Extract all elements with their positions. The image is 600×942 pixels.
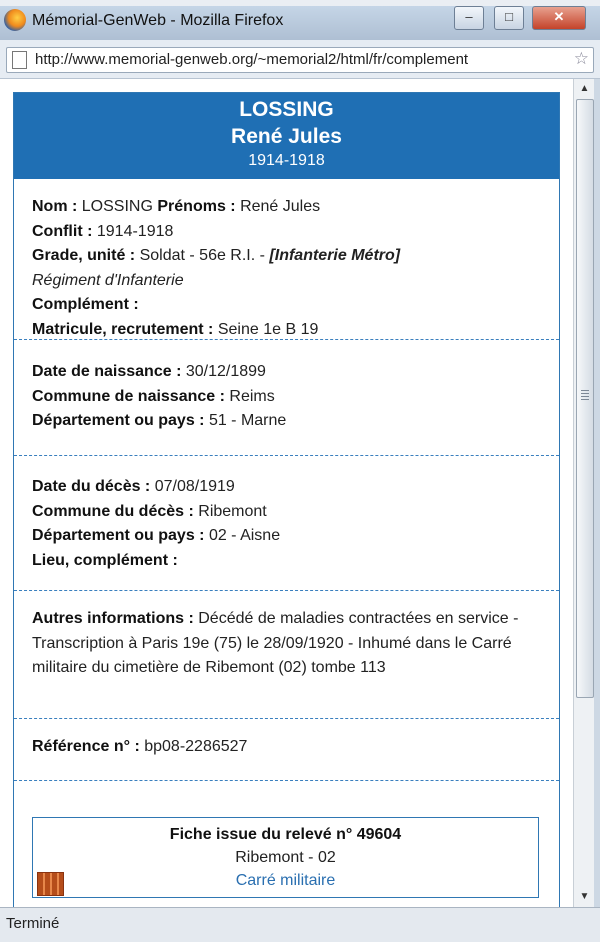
firefox-icon	[4, 9, 26, 31]
death-date-label: Date du décès :	[32, 478, 151, 495]
record-header	[14, 93, 559, 179]
record-card	[13, 92, 560, 907]
death-dept-value: 02 - Aisne	[208, 527, 281, 544]
matricule-label: Matricule, recrutement :	[32, 320, 214, 338]
death-lieu-label: Lieu, complément :	[32, 551, 178, 569]
maximize-button[interactable]: □	[494, 6, 524, 30]
conflit-value: 1914-1918	[96, 222, 174, 240]
death-commune-value: Ribemont	[198, 502, 267, 520]
death-commune-label: Commune du décès :	[32, 502, 194, 520]
bookmark-star-icon[interactable]: ☆	[573, 49, 589, 68]
scroll-down-icon[interactable]: ▼	[579, 891, 590, 902]
vertical-scrollbar[interactable]	[573, 79, 595, 907]
scroll-up-icon[interactable]: ▲	[579, 83, 590, 94]
minimize-button[interactable]: –	[454, 6, 484, 30]
window-frame-right	[594, 79, 600, 941]
window-title: Mémorial-GenWeb - Mozilla Firefox	[32, 12, 284, 29]
nom-label: Nom :	[32, 198, 78, 215]
header-conflit: 1914-1918	[248, 152, 325, 169]
grade-label: Grade, unité :	[32, 247, 136, 264]
fiche-place: Ribemont - 02	[235, 849, 336, 866]
death-section	[14, 456, 559, 591]
conflit-label: Conflit :	[32, 222, 93, 240]
grip-icon	[581, 390, 589, 400]
page-content	[0, 79, 573, 907]
address-field[interactable]	[6, 47, 594, 73]
url-bar	[0, 40, 600, 79]
status-bar	[0, 907, 600, 942]
complement-label: Complément :	[32, 296, 139, 313]
birth-commune-value: Reims	[229, 387, 275, 405]
reference-label: Référence n° :	[32, 738, 140, 755]
fiche-title: Fiche issue du relevé n° 49604	[169, 826, 402, 843]
birth-date-label: Date de naissance :	[32, 363, 182, 380]
grid-icon[interactable]	[37, 872, 64, 896]
grade-value: Soldat - 56e R.I. -	[139, 247, 265, 264]
prenoms-value: René Jules	[240, 198, 321, 215]
grade-unit: [Infanterie Métro]	[269, 247, 401, 264]
matricule-value: Seine 1e B 19	[217, 320, 319, 338]
url-text[interactable]: http://www.memorial-genweb.org/~memorial2/html/fr/complement	[35, 51, 469, 68]
birth-commune-label: Commune de naissance :	[32, 387, 225, 405]
close-button[interactable]: ✕	[532, 6, 586, 30]
prenoms-label: Prénoms :	[157, 198, 236, 215]
other-info-section	[14, 591, 559, 719]
header-prenoms: René Jules	[231, 125, 342, 148]
birth-dept-label: Département ou pays :	[32, 412, 205, 429]
scroll-thumb[interactable]	[576, 99, 594, 698]
header-nom: LOSSING	[239, 98, 334, 121]
fiche-box	[32, 817, 539, 898]
title-bar[interactable]	[0, 0, 600, 41]
reference-value: bp08-2286527	[144, 738, 248, 755]
birth-date-value: 30/12/1899	[185, 363, 266, 380]
birth-dept-value: 51 - Marne	[208, 412, 287, 429]
regiment-text: Régiment d'Infanterie	[32, 271, 184, 289]
nom-value: LOSSING	[81, 198, 153, 215]
reference-section	[14, 719, 559, 781]
death-date-value: 07/08/1919	[154, 478, 235, 495]
death-dept-label: Département ou pays :	[32, 527, 205, 544]
other-info-value: Décédé de maladies contractées en service - Transcription à Paris 19e (75) le 28/09/1920 - Inhumé dans le Carré militaire du cimetière de Ribemont (02) tombe 113	[32, 610, 519, 676]
birth-section	[14, 340, 559, 456]
fiche-link[interactable]: Carré militaire	[235, 872, 336, 889]
status-text: Terminé	[6, 915, 60, 932]
page-icon	[12, 51, 27, 69]
other-info-label: Autres informations :	[32, 610, 194, 627]
identity-section	[14, 179, 559, 340]
